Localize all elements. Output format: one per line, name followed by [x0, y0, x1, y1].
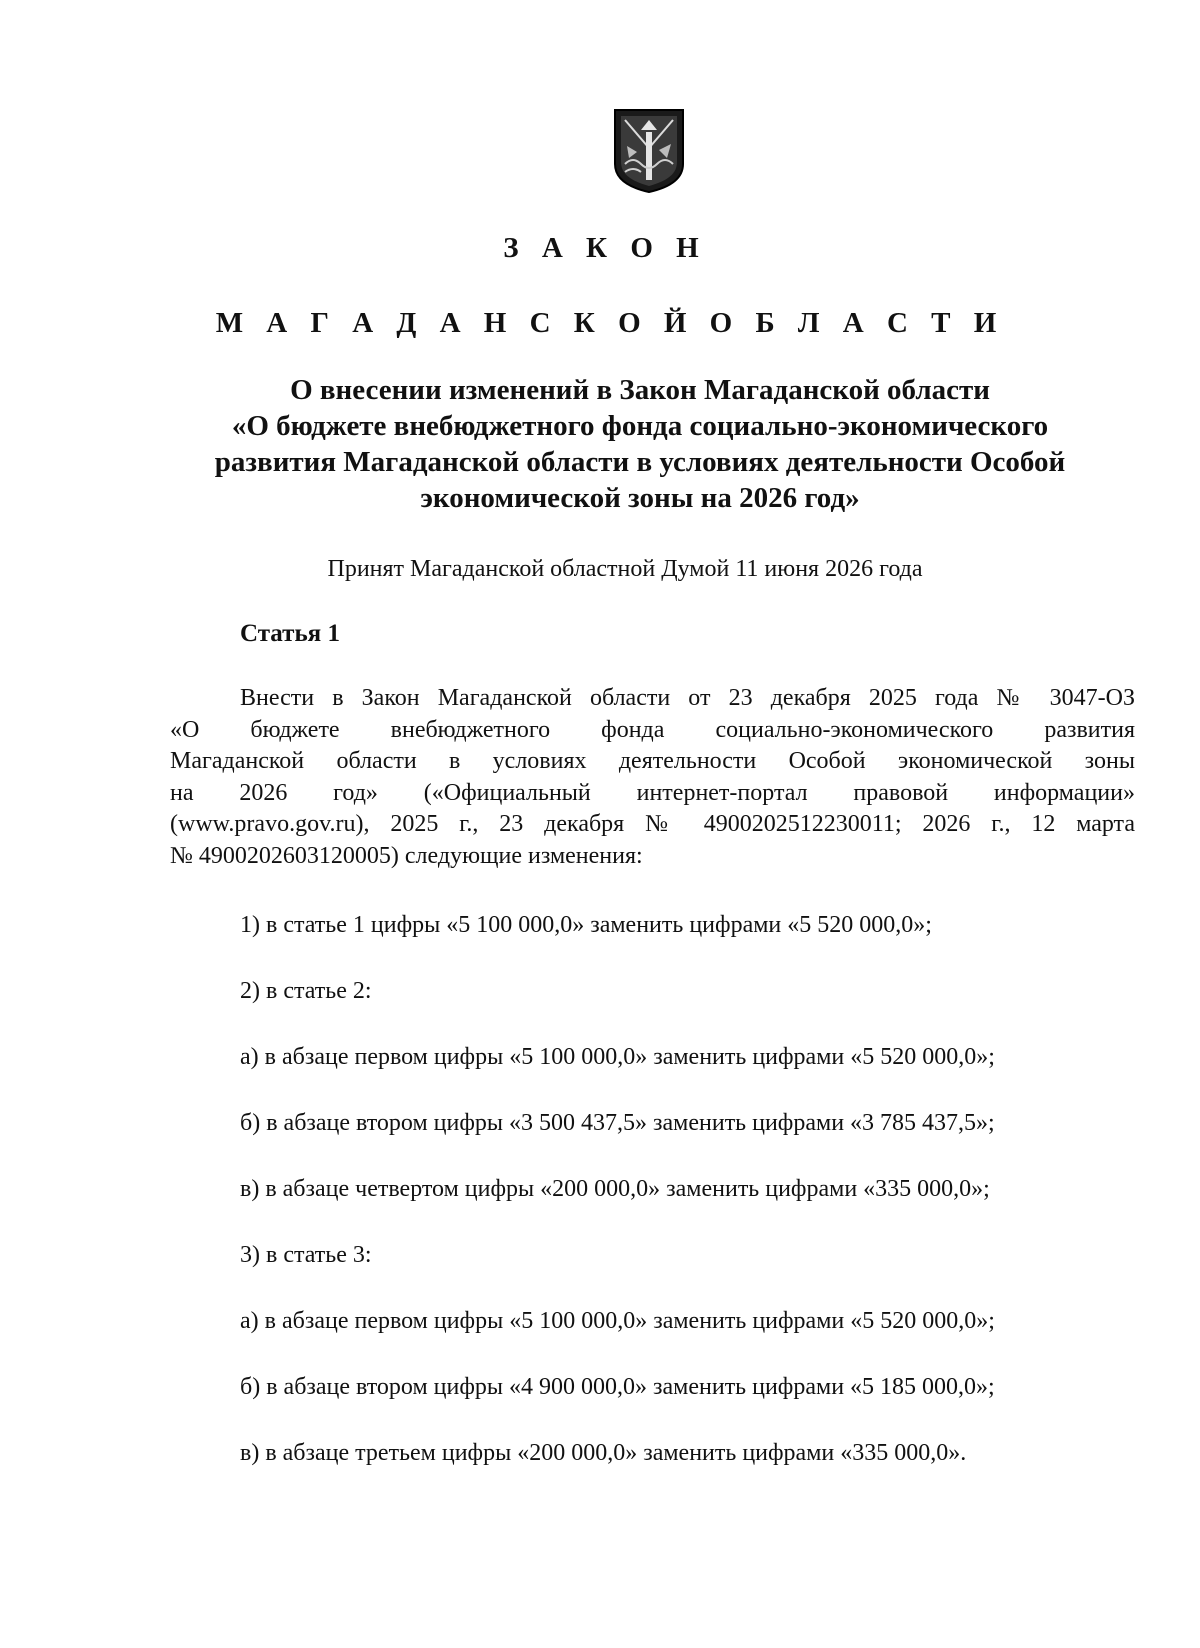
intro-line: «О бюджете внебюджетного фонда социально-экономического развития	[170, 716, 1135, 743]
amendment-item: 1) в статье 1 цифры «5 100 000,0» заменить цифрами «5 520 000,0»;	[240, 912, 932, 938]
law-name-line: экономической зоны на 2026 год»	[420, 482, 860, 514]
law-name-line: «О бюджете внебюджетного фонда социально-экономического	[231, 410, 1049, 442]
intro-line: № 4900202603120005) следующие изменения:	[170, 842, 643, 869]
law-name-line: О внесении изменений в Закон Магаданской области	[290, 374, 990, 406]
law-name	[150, 372, 1130, 516]
amendment-item: в) в абзаце третьем цифры «200 000,0» заменить цифрами «335 000,0».	[240, 1440, 967, 1466]
amendment-item: а) в абзаце первом цифры «5 100 000,0» заменить цифрами «5 520 000,0»;	[240, 1044, 995, 1070]
intro-line: (www.pravo.gov.ru), 2025 г., 23 декабря № 4900202512230011; 2026 г., 12 марта	[170, 811, 1135, 837]
law-name-line: развития Магаданской области в условиях деятельности Особой	[214, 446, 1066, 478]
intro-line: на 2026 год» («Официальный интернет-портал правовой информации»	[170, 779, 1135, 806]
intro-line: Внести в Закон Магаданской области от 23 декабря 2025 года № 3047-ОЗ	[240, 685, 1135, 711]
document-title: З А К О Н	[503, 232, 707, 264]
intro-line: Магаданской области в условиях деятельности Особой экономической зоны	[170, 748, 1135, 774]
amendment-item: а) в абзаце первом цифры «5 100 000,0» заменить цифрами «5 520 000,0»;	[240, 1308, 995, 1334]
coat-of-arms-emblem	[611, 106, 687, 194]
amendment-item: в) в абзаце четвертом цифры «200 000,0» заменить цифрами «335 000,0»;	[240, 1176, 990, 1202]
amendment-item: б) в абзаце втором цифры «4 900 000,0» заменить цифрами «5 185 000,0»;	[240, 1374, 995, 1400]
amendment-item: б) в абзаце втором цифры «3 500 437,5» заменить цифрами «3 785 437,5»;	[240, 1110, 995, 1136]
article-heading: Статья 1	[240, 620, 340, 647]
amendment-item: 2) в статье 2:	[240, 978, 372, 1004]
amendment-item: 3) в статье 3:	[240, 1242, 372, 1268]
document-region: М А Г А Д А Н С К О Й О Б Л А С Т И	[215, 307, 1005, 339]
article-intro-paragraph	[170, 683, 1135, 872]
adoption-note: Принят Магаданской областной Думой 11 июня 2026 года	[327, 556, 923, 582]
